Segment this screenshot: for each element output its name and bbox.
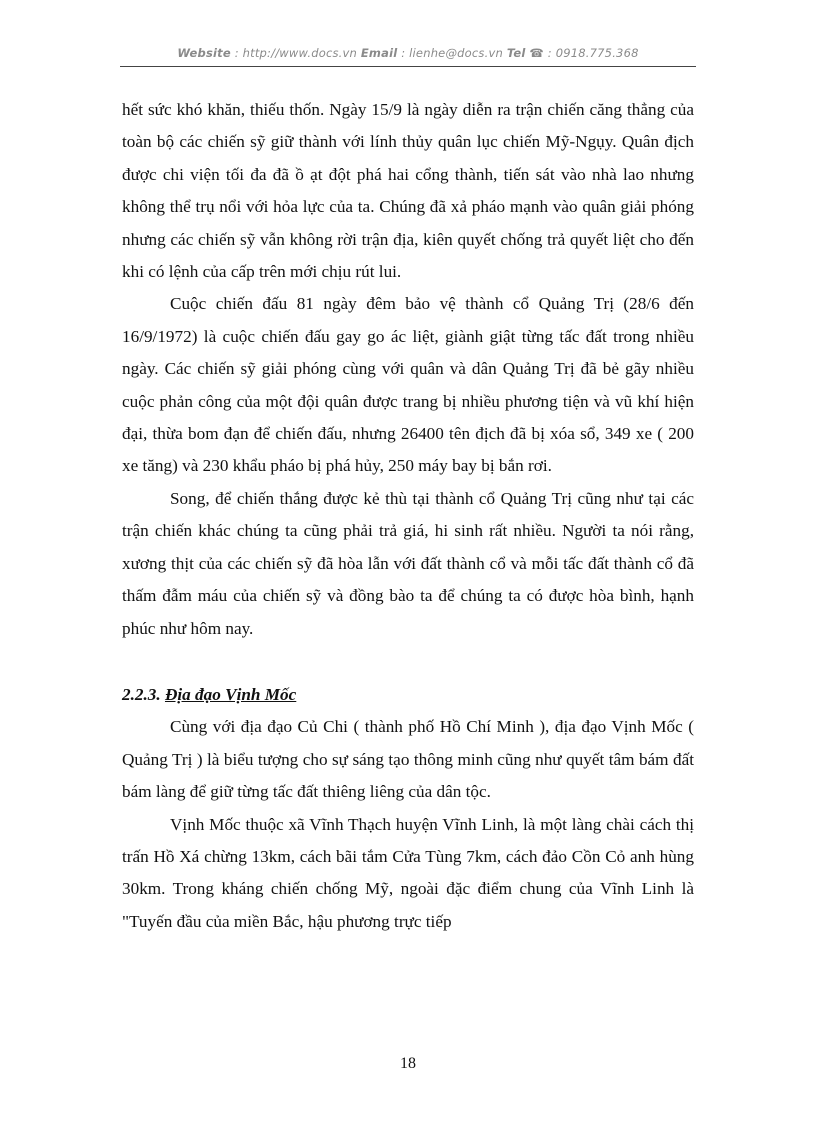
section-paragraph-2: Vịnh Mốc thuộc xã Vĩnh Thạch huyện Vĩnh Linh, là một làng chài cách thị trấn Hồ Xá chừng 13km, cách bãi tắm Cửa Tùng 7km, cách đảo Cồn Cỏ anh hùng 30km. Trong kháng chiến chống Mỹ, ngoài đặc điểm chung của Vĩnh Linh là "Tuyến đầu của miền Bắc, hậu phương trực tiếp <box>122 814 694 931</box>
section-number: 2.2.3. <box>122 684 165 704</box>
page-number: 18 <box>400 1055 416 1072</box>
header-divider <box>120 66 696 67</box>
tel-label: Tel <box>506 46 526 60</box>
website-label: Website <box>177 46 231 60</box>
paragraph-1: hết sức khó khăn, thiếu thốn. Ngày 15/9 là ngày diễn ra trận chiến căng thẳng của toàn bộ các chiến sỹ giữ thành với lính thủy quân lục chiến Mỹ-Ngụy. Quân địch được chi viện tối đa đã ồ ạt đột phá hai cổng thành, tiến sát vào nhà lao nhưng không thể trụ nổi với hỏa lực của ta. Chúng đã xả pháo mạnh vào quân giải phóng nhưng các chiến sỹ vẫn không rời trận địa, kiên quyết chống trả quyết liệt cho đến khi có lệnh của cấp trên mới chịu rút lui. <box>122 100 694 282</box>
paragraph-2: Cuộc chiến đấu 81 ngày đêm bảo vệ thành cổ Quảng Trị (28/6 đến 16/9/1972) là cuộc chiến đấu gay go ác liệt, giành giật từng tấc đất trong nhiều ngày. Các chiến sỹ giải phóng cùng với quân và dân Quảng Trị đã bẻ gãy nhiều cuộc phản công của một đội quân được trang bị nhiều phương tiện và vũ khí hiện đại, thừa bom đạn để chiến đấu, nhưng 26400 tên địch đã bị xóa sổ, 349 xe ( 200 xe tăng) và 230 khẩu pháo bị phá hủy, 250 máy bay bị bắn rơi. <box>122 294 694 476</box>
phone-icon: ☎ <box>529 46 544 60</box>
email-label: Email <box>360 46 398 60</box>
document-body <box>122 94 694 938</box>
website-value: : http://www.docs.vn <box>230 46 361 60</box>
paragraph-3: Song, để chiến thắng được kẻ thù tại thành cổ Quảng Trị cũng như tại các trận chiến khác chúng ta cũng phải trả giá, hi sinh rất nhiều. Người ta nói rằng, xương thịt của các chiến sỹ đã hòa lẫn với đất thành cổ và mỗi tấc đất thành cổ đã thấm đẫm máu của chiến sỹ và đồng bào ta để chúng ta có được hòa bình, hạnh phúc như hôm nay. <box>122 488 694 638</box>
section-paragraph-1: Cùng với địa đạo Củ Chi ( thành phố Hồ Chí Minh ), địa đạo Vịnh Mốc ( Quảng Trị ) là biểu tượng cho sự sáng tạo thông minh cũng như quyết tâm bám đất bám làng để giữ từng tấc đất thiêng liêng của dân tộc. <box>122 717 694 802</box>
email-value: : lienhe@docs.vn <box>397 46 507 60</box>
section-title: Địa đạo Vịnh Mốc <box>164 684 297 704</box>
tel-value: : 0918.775.368 <box>543 46 639 60</box>
section-heading <box>122 679 694 711</box>
page-header <box>120 46 696 60</box>
